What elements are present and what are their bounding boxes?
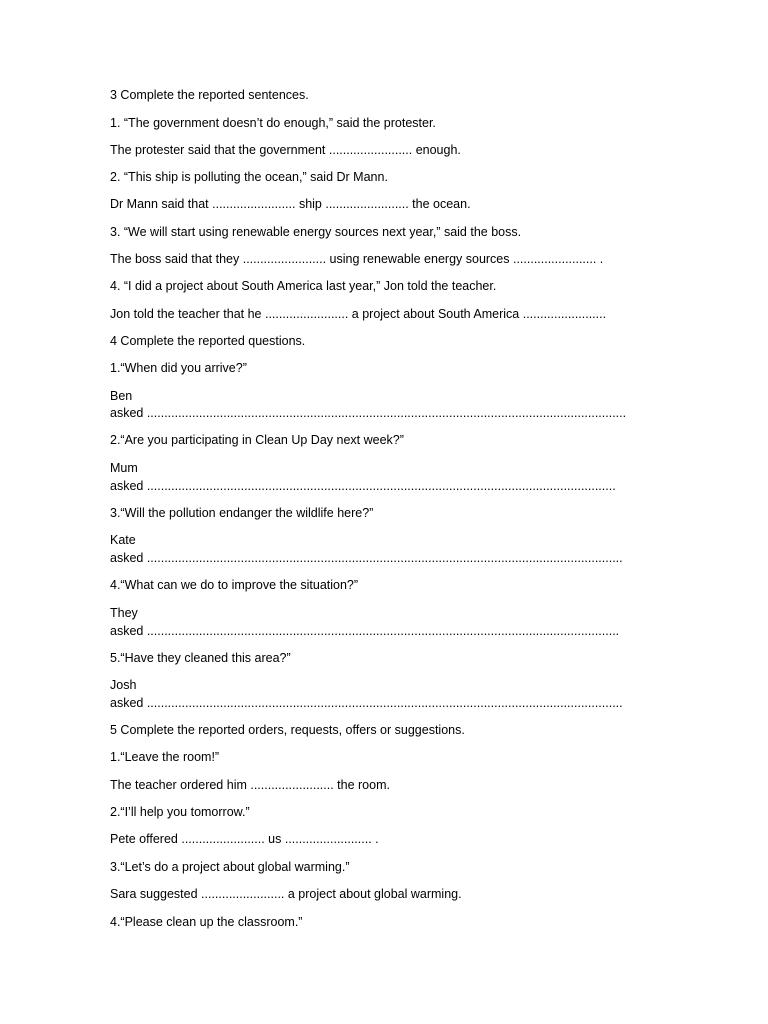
s5-item-1-answer: The teacher ordered him ........................ the room.	[110, 778, 390, 792]
s3-item-1-answer: The protester said that the government ........................ enough.	[110, 143, 461, 157]
s3-item-4-quote: 4. “I did a project about South America last year,” Jon told the teacher.	[110, 279, 497, 293]
s5-item-2-answer: Pete offered ........................ us ......................... .	[110, 832, 379, 846]
s3-item-1-quote: 1. “The government doesn’t do enough,” said the protester.	[110, 116, 436, 130]
s4-item-4-quote: 4.“What can we do to improve the situation?”	[110, 578, 359, 592]
s4-item-2-answer: asked .......................................................................................................................................	[110, 479, 616, 493]
s3-item-3-quote: 3. “We will start using renewable energy sources next year,” said the boss.	[110, 225, 522, 239]
s5-item-2-quote: 2.“I’ll help you tomorrow.”	[110, 805, 250, 819]
s4-item-5-speaker: Josh	[110, 678, 137, 692]
s4-item-1-answer: asked ..........................................................................................................................................	[110, 406, 627, 420]
s4-item-3-answer: asked .........................................................................................................................................	[110, 551, 623, 565]
s4-item-1-speaker: Ben	[110, 389, 133, 403]
s4-item-5-quote: 5.“Have they cleaned this area?”	[110, 651, 291, 665]
section-3-heading: 3 Complete the reported sentences.	[110, 88, 309, 102]
s4-item-2-speaker: Mum	[110, 461, 138, 475]
s3-item-2-answer: Dr Mann said that ........................ ship ........................ the ocean.	[110, 197, 471, 211]
s5-item-3-answer: Sara suggested ........................ a project about global warming.	[110, 887, 462, 901]
s3-item-2-quote: 2. “This ship is polluting the ocean,” said Dr Mann.	[110, 170, 388, 184]
s4-item-4-answer: asked ........................................................................................................................................	[110, 624, 620, 638]
s3-item-3-answer: The boss said that they ........................ using renewable energy sources ........................ .	[110, 252, 604, 266]
section-5-heading: 5 Complete the reported orders, requests, offers or suggestions.	[110, 723, 465, 737]
s3-item-4-answer: Jon told the teacher that he ........................ a project about South America ........................	[110, 307, 607, 321]
s5-item-1-quote: 1.“Leave the room!”	[110, 750, 220, 764]
section-4-heading: 4 Complete the reported questions.	[110, 334, 306, 348]
s4-item-3-speaker: Kate	[110, 533, 136, 547]
s4-item-3-quote: 3.“Will the pollution endanger the wildlife here?”	[110, 506, 374, 520]
s4-item-2-quote: 2.“Are you participating in Clean Up Day next week?”	[110, 433, 404, 447]
s4-item-5-answer: asked .........................................................................................................................................	[110, 696, 623, 710]
s5-item-3-quote: 3.“Let’s do a project about global warming.”	[110, 860, 350, 874]
s5-item-4-quote: 4.“Please clean up the classroom.”	[110, 915, 303, 929]
s4-item-4-speaker: They	[110, 606, 138, 620]
s4-item-1-quote: 1.“When did you arrive?”	[110, 361, 247, 375]
